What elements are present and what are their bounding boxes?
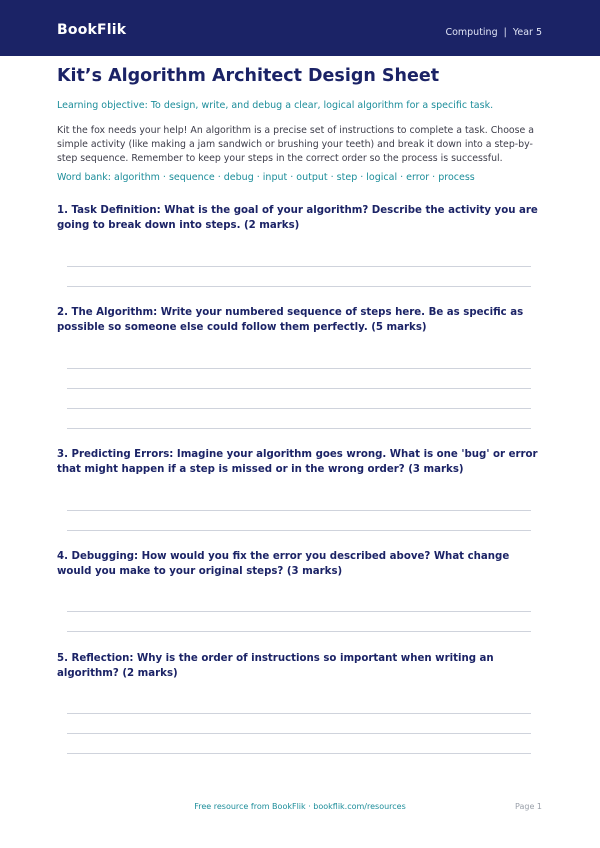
page-number: Page 1 [515, 802, 542, 811]
question-3: 3. Predicting Errors: Imagine your algorithm goes wrong. What is one 'bug' or error that might happen if a step is missed or in the wrong order? (3 marks) [57, 449, 538, 475]
header-bar [0, 0, 600, 56]
answer-line[interactable] [67, 408, 531, 409]
answer-line[interactable] [67, 753, 531, 754]
learning-objective: Learning objective: To design, write, and debug a clear, logical algorithm for a specific task. [57, 100, 494, 111]
answer-line[interactable] [67, 733, 531, 734]
subject-year-label [445, 27, 542, 38]
meta-separator: | [503, 27, 507, 38]
question-1: 1. Task Definition: What is the goal of your algorithm? Describe the activity you are going to break down into steps. (2 marks) [57, 205, 538, 231]
answer-line[interactable] [67, 631, 531, 632]
question-4: 4. Debugging: How would you fix the error you described above? What change would you make to your original steps? (3 marks) [57, 551, 510, 577]
word-bank: Word bank: algorithm · sequence · debug · input · output · step · logical · error · process [57, 172, 475, 183]
intro-paragraph: Kit the fox needs your help! An algorithm is a precise set of instructions to complete a task. Choose a simple activity (like making a jam sandwich or brushing your teeth) and break it down into a step-by-step sequence. Remember to keep your steps in the correct order so the process is successful. [57, 125, 535, 164]
answer-line[interactable] [67, 611, 531, 612]
footer-credit: Free resource from BookFlik · bookflik.com/resources [194, 802, 406, 811]
question-5: 5. Reflection: Why is the order of instructions so important when writing an algorithm? (2 marks) [57, 653, 494, 679]
question-2: 2. The Algorithm: Write your numbered sequence of steps here. Be as specific as possible so someone else could follow them perfectly. (5 marks) [57, 307, 524, 333]
answer-line[interactable] [67, 286, 531, 287]
subject-label: Computing [445, 27, 498, 38]
brand-logo-text: BookFlik [57, 22, 127, 38]
year-label: Year 5 [512, 27, 542, 38]
answer-line[interactable] [67, 428, 531, 429]
answer-line[interactable] [67, 388, 531, 389]
answer-line[interactable] [67, 266, 531, 267]
answer-line[interactable] [67, 530, 531, 531]
answer-line[interactable] [67, 713, 531, 714]
answer-line[interactable] [67, 510, 531, 511]
page-title: Kit’s Algorithm Architect Design Sheet [57, 66, 440, 86]
answer-line[interactable] [67, 368, 531, 369]
